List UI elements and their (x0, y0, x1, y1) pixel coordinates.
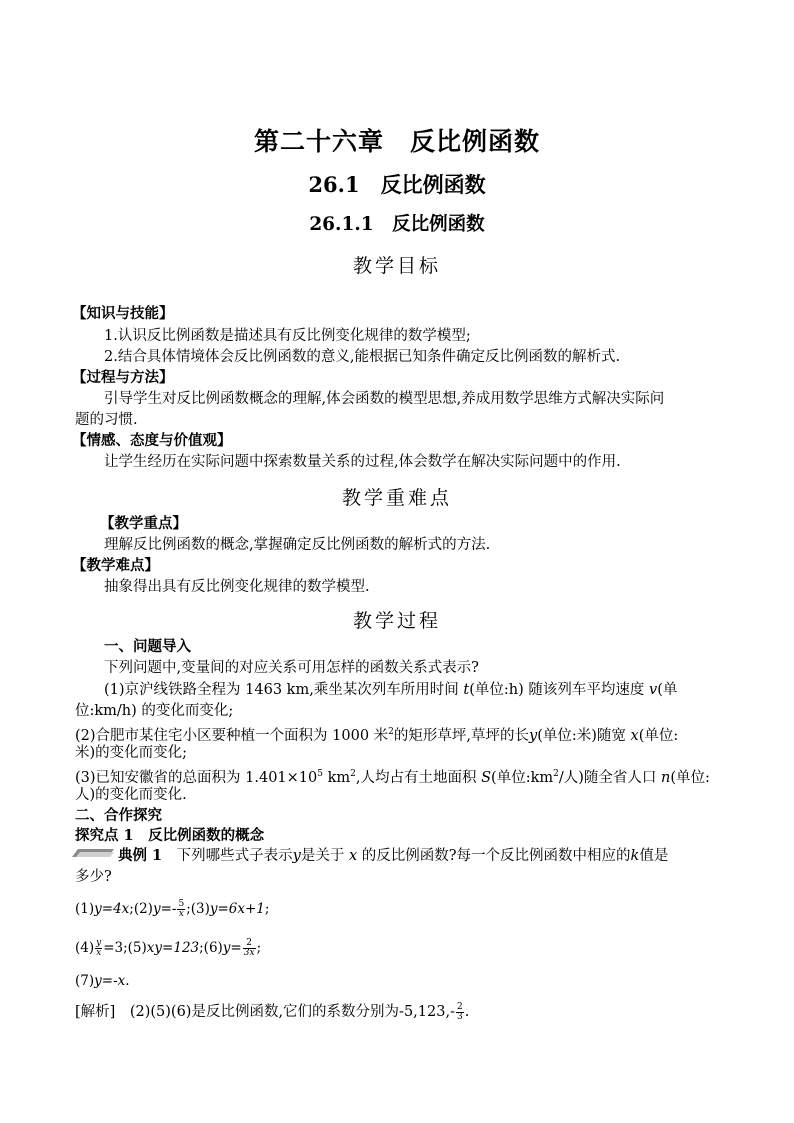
knowledge-item-1: 1.认识反比例函数是描述具有反比例变化规律的数学模型; (104, 328, 471, 344)
difficult-label: 【教学难点】 (72, 557, 159, 574)
intro-text: 下列问题中,变量间的对应关系可用怎样的函数关系式表示? (104, 660, 479, 676)
example-banner-icon (72, 849, 114, 857)
chapter-title: 第二十六章 反比例函数 (253, 127, 540, 156)
equation-row-2: (4) $\frac{y}{x}$ =3;(5)xy=123;(6)y= $\frac{2}{3x}$ ; (75, 938, 262, 958)
process-text-1: 引导学生对反比例函数概念的理解,体会函数的模型思想,养成用数学思维方式解决实际问 (104, 391, 665, 407)
part1-label: 一、问题导入 (104, 638, 191, 655)
fraction-2-over-3: $\frac{2}{3}$ (456, 1001, 463, 1022)
objectives-heading: 教学目标 (352, 255, 441, 277)
difficult-text: 抽象得出具有反比例变化规律的数学模型. (104, 579, 370, 595)
emotion-label: 【情感、态度与价值观】 (72, 432, 232, 449)
question-1-cont: 位:km/h) 的变化而变化; (75, 703, 234, 719)
fraction-2-over-3x: $\frac{2}{3x}$ (243, 938, 255, 958)
key-text: 理解反比例函数的概念,掌握确定反比例函数的解析式的方法. (104, 537, 491, 553)
key-label: 【教学重点】 (100, 515, 187, 532)
equation-row-1: (1)y=4x;(2)y=- $\frac{5}{x}$ ;(3)y=6x+1; (75, 899, 270, 919)
fraction-y-over-x: $\frac{y}{x}$ (96, 938, 102, 958)
analysis: [解析] (2)(5)(6)是反比例函数,它们的系数分别为-5,123,- $\frac{2}{3}$ . (75, 1001, 470, 1022)
question-3-cont: 人)的变化而变化. (75, 787, 187, 803)
process-label: 【过程与方法】 (72, 369, 174, 386)
question-2: (2)合肥市某住宅小区要种植一个面积为 1000 米$^2$的矩形草坪,草坪的长y(单位:米)随宽 x(单位: (75, 727, 679, 744)
emotion-text-1: 让学生经历在实际问题中探索数量关系的过程,体会数学在解决实际问题中的作用. (104, 454, 621, 470)
knowledge-item-2: 2.结合具体情境体会反比例函数的意义,能根据已知条件确定反比例函数的解析式. (104, 349, 621, 365)
explore-point-label: 探究点 1 反比例函数的概念 (75, 827, 265, 844)
part2-label: 二、合作探究 (75, 807, 162, 824)
section-title: 26.1 反比例函数 (308, 172, 486, 197)
process-text-2: 题的习惯. (75, 412, 138, 428)
process-heading: 教学过程 (352, 610, 441, 632)
question-2-cont: 米)的变化而变化; (75, 745, 188, 761)
example-1-cont: 多少? (75, 869, 112, 885)
example-1: 典例 1 下列哪些式子表示y是关于 x 的反比例函数?每一个反比例函数中相应的k值是 (118, 847, 669, 864)
subsection-title: 26.1.1 反比例函数 (309, 214, 485, 235)
fraction-5-over-x: $\frac{5}{x}$ (178, 899, 185, 919)
question-3: (3)已知安徽省的总面积为 $1.401\times 10^5$ $km^2$,人均占有土地面积 S(单位$:km^2/$人)随全省人口 n(单位: (75, 769, 710, 786)
knowledge-label: 【知识与技能】 (72, 305, 174, 322)
keypoints-heading: 教学重难点 (341, 487, 452, 509)
question-1: (1)京沪线铁路全程为 1463 km,乘坐某次列车所用时间 t(单位:h) 随该列车平均速度 v(单 (104, 682, 678, 698)
equation-row-3: (7)y=-x. (75, 973, 130, 989)
